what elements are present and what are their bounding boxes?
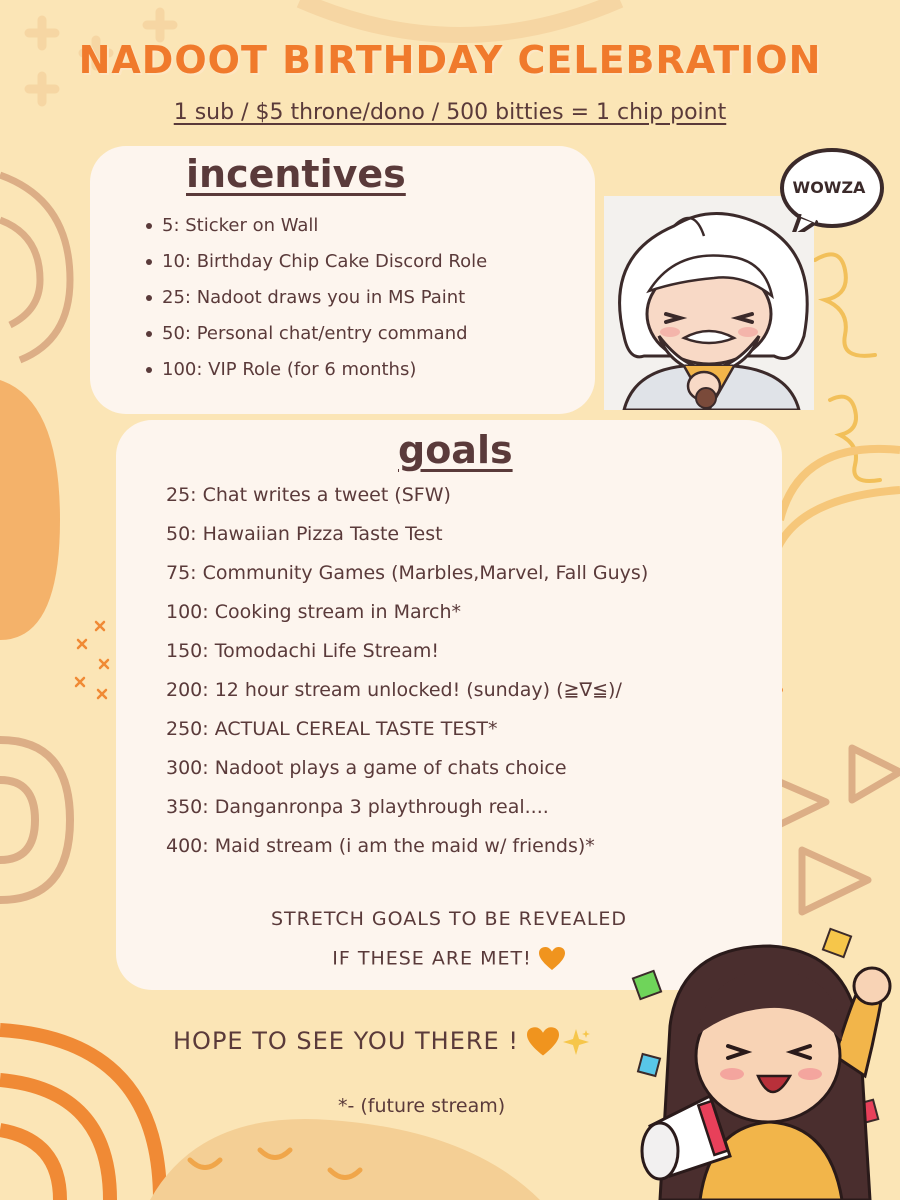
incentive-text: 10: Birthday Chip Cake Discord Role bbox=[162, 251, 488, 272]
incentive-text: 5: Sticker on Wall bbox=[162, 215, 319, 236]
page-title: NADOOT BIRTHDAY CELEBRATION bbox=[78, 38, 822, 82]
goals-list bbox=[166, 476, 648, 866]
goals-heading: goals bbox=[398, 428, 513, 472]
list-item: 25: Chat writes a tweet (SFW) bbox=[166, 484, 451, 506]
list-item bbox=[146, 316, 487, 352]
list-item: 150: Tomodachi Life Stream! bbox=[166, 640, 439, 662]
list-item bbox=[146, 280, 487, 316]
list-item: 100: Cooking stream in March* bbox=[166, 601, 462, 623]
heart-icon bbox=[538, 946, 566, 972]
speech-bubble-text: WOWZA bbox=[792, 178, 866, 197]
incentives-list bbox=[146, 208, 487, 388]
bullet-icon bbox=[146, 331, 152, 337]
bullet-icon bbox=[146, 295, 152, 301]
list-item: 250: ACTUAL CEREAL TASTE TEST* bbox=[166, 718, 498, 740]
incentive-text: 25: Nadoot draws you in MS Paint bbox=[162, 287, 466, 308]
incentive-text: 50: Personal chat/entry command bbox=[162, 323, 468, 344]
hope-text: HOPE TO SEE YOU THERE ! bbox=[173, 1027, 519, 1055]
stretch-goals-text: STRETCH GOALS TO BE REVEALED bbox=[270, 908, 628, 930]
girl-megaphone-illustration bbox=[620, 926, 900, 1200]
heart-icon bbox=[525, 1026, 561, 1058]
bullet-icon bbox=[146, 367, 152, 373]
future-stream-footnote: *- (future stream) bbox=[338, 1095, 506, 1117]
list-item: 400: Maid stream (i am the maid w/ friends)* bbox=[166, 835, 595, 857]
list-item bbox=[146, 244, 487, 280]
hope-message bbox=[173, 1026, 591, 1058]
conversion-rate-subtitle: 1 sub / $5 throne/dono / 500 bitties = 1 chip point bbox=[173, 100, 727, 125]
incentive-text: 100: VIP Role (for 6 months) bbox=[162, 359, 417, 380]
list-item: 75: Community Games (Marbles,Marvel, Fall Guys) bbox=[166, 562, 649, 584]
list-item: 350: Danganronpa 3 playthrough real.... bbox=[166, 796, 549, 818]
list-item: 300: Nadoot plays a game of chats choice bbox=[166, 757, 567, 779]
list-item: 50: Hawaiian Pizza Taste Test bbox=[166, 523, 443, 545]
incentives-heading: incentives bbox=[186, 152, 406, 196]
incentives-card bbox=[90, 146, 595, 414]
stretch-goals-text: IF THESE ARE MET! bbox=[332, 947, 532, 970]
list-item bbox=[146, 208, 487, 244]
sparkle-icon bbox=[561, 1027, 591, 1057]
goals-card bbox=[116, 420, 782, 990]
bullet-icon bbox=[146, 223, 152, 229]
list-item bbox=[146, 352, 487, 388]
bullet-icon bbox=[146, 259, 152, 265]
list-item: 200: 12 hour stream unlocked! (sunday) (≧∇≦)/ bbox=[166, 679, 622, 701]
